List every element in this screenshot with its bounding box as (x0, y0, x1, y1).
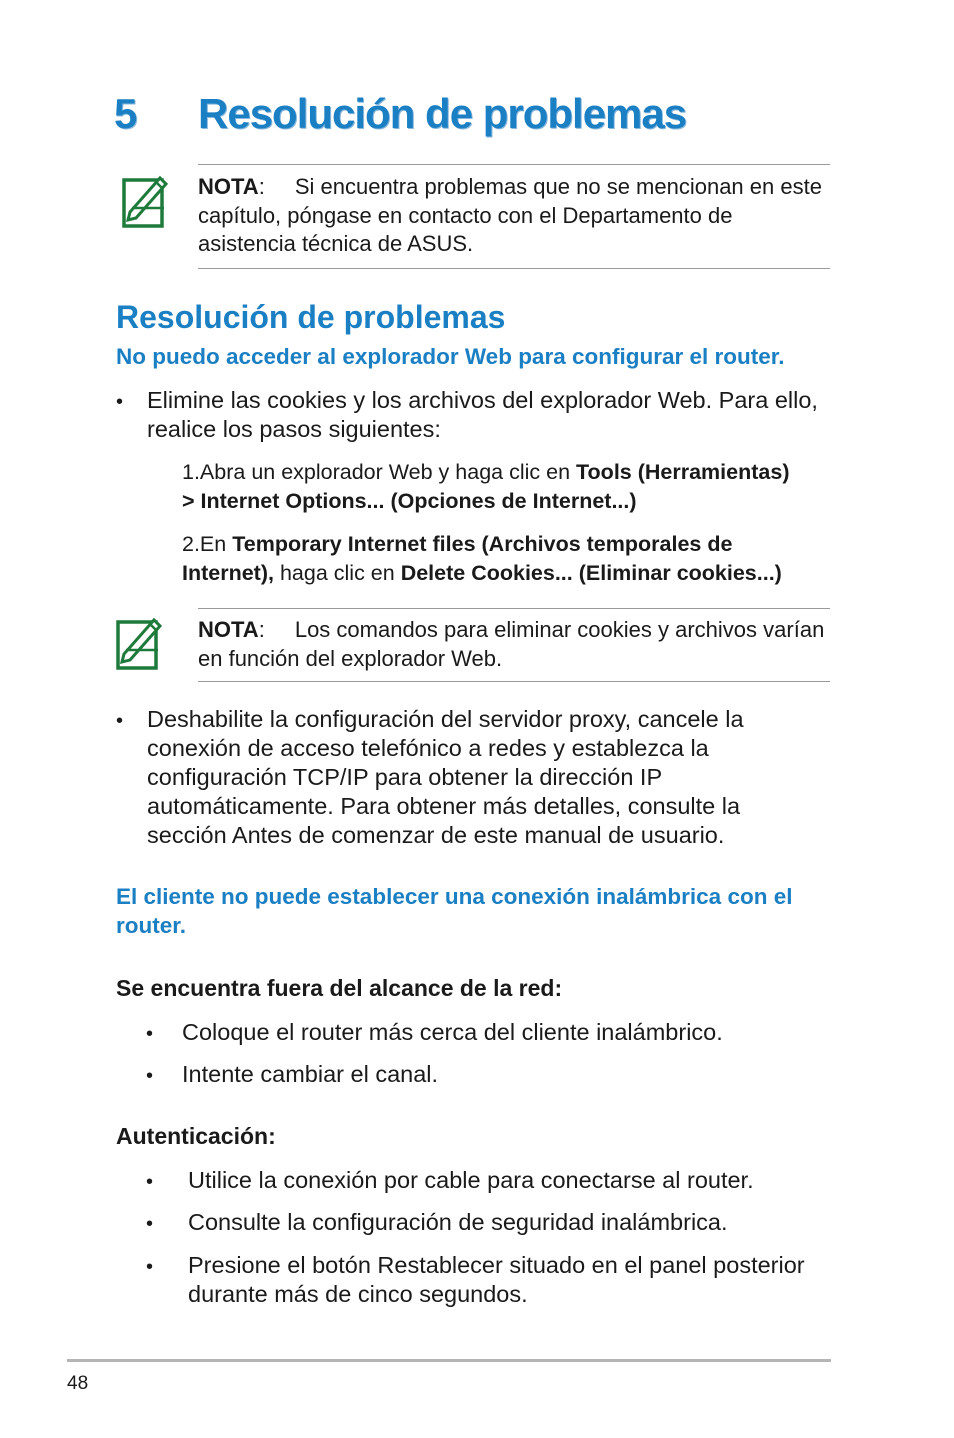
step-2-text-middle: haga clic en (273, 561, 401, 585)
list-item-text: Presione el botón Restablecer situado en el panel posterior durante más de cinco segundos. (188, 1252, 805, 1307)
problem-1-title: No puedo acceder al explorador Web para configurar el router. (116, 344, 785, 369)
step-1 (182, 458, 822, 516)
list-item-text: Elimine las cookies y los archivos del explorador Web. Para ello, realice los pasos siguientes: (147, 387, 818, 442)
list-item-text: Deshabilite la configuración del servidor proxy, cancele la conexión de acceso telefónico a redes y establezca la configuración TCP/IP para obtener la dirección IP automáticamente. Para obtener más detalles, consulte la sección Antes de comenzar de este manual de usuario. (147, 706, 744, 848)
footer-rule (67, 1359, 831, 1362)
page-number: 48 (67, 1373, 89, 1394)
bullet-glyph: • (146, 1065, 154, 1087)
list-item (116, 386, 826, 444)
step-2 (182, 530, 822, 588)
bullet-glyph: • (146, 1171, 154, 1193)
note-box-1 (198, 164, 830, 269)
bullet-glyph: • (146, 1213, 154, 1235)
chapter-title (114, 90, 686, 138)
bullet-glyph: • (146, 1023, 154, 1045)
step-2-text: 2.En (182, 532, 233, 556)
note-colon: : (258, 174, 265, 199)
step-1-menu-tools: Tools (Herramientas) (576, 460, 790, 484)
step-1-menu-internet-options: > Internet Options... (Opciones de Internet...) (182, 489, 637, 513)
step-2-delete-cookies: Delete Cookies... (Eliminar cookies...) (400, 561, 782, 585)
list-item (146, 1208, 826, 1237)
chapter-number: 5 (114, 90, 137, 137)
bullet-glyph: • (116, 710, 124, 732)
list-item-text: Intente cambiar el canal. (182, 1061, 439, 1087)
note-pencil-icon (114, 614, 164, 672)
list-item (116, 705, 766, 850)
step-1-text: 1.Abra un explorador Web y haga clic en (182, 460, 577, 484)
note-pencil-icon (120, 172, 170, 230)
list-item (146, 1060, 826, 1089)
note-text: Si encuentra problemas que no se mencionan en este capítulo, póngase en contacto con el Departamento de asistencia técnica de ASUS. (198, 174, 822, 256)
list-item (146, 1251, 826, 1309)
step-2-temp-files: Temporary Internet files (Archivos temporales de Internet), (182, 532, 733, 585)
list-item (146, 1018, 826, 1047)
note-label: NOTA (198, 174, 259, 199)
section-title: Resolución de problemas (116, 299, 506, 335)
bullet-glyph: • (146, 1256, 154, 1278)
note-label: NOTA (198, 617, 259, 642)
list-item-text: Consulte la configuración de seguridad inalámbrica. (188, 1209, 728, 1235)
subsection-title: Autenticación: (116, 1123, 276, 1149)
note-colon: : (258, 617, 265, 642)
list-item-text: Coloque el router más cerca del cliente inalámbrico. (182, 1019, 723, 1045)
list-item-text: Utilice la conexión por cable para conectarse al router. (188, 1167, 754, 1193)
list-item (146, 1166, 826, 1195)
subsection-title: Se encuentra fuera del alcance de la red: (116, 975, 563, 1001)
problem-2-title: El cliente no puede establecer una conexión inalámbrica con el router. (116, 884, 793, 938)
note-box-2 (198, 608, 830, 682)
bullet-glyph: • (116, 391, 124, 413)
note-text: Los comandos para eliminar cookies y archivos varían en función del explorador Web. (198, 617, 825, 671)
chapter-title-text: Resolución de problemas (198, 90, 687, 137)
